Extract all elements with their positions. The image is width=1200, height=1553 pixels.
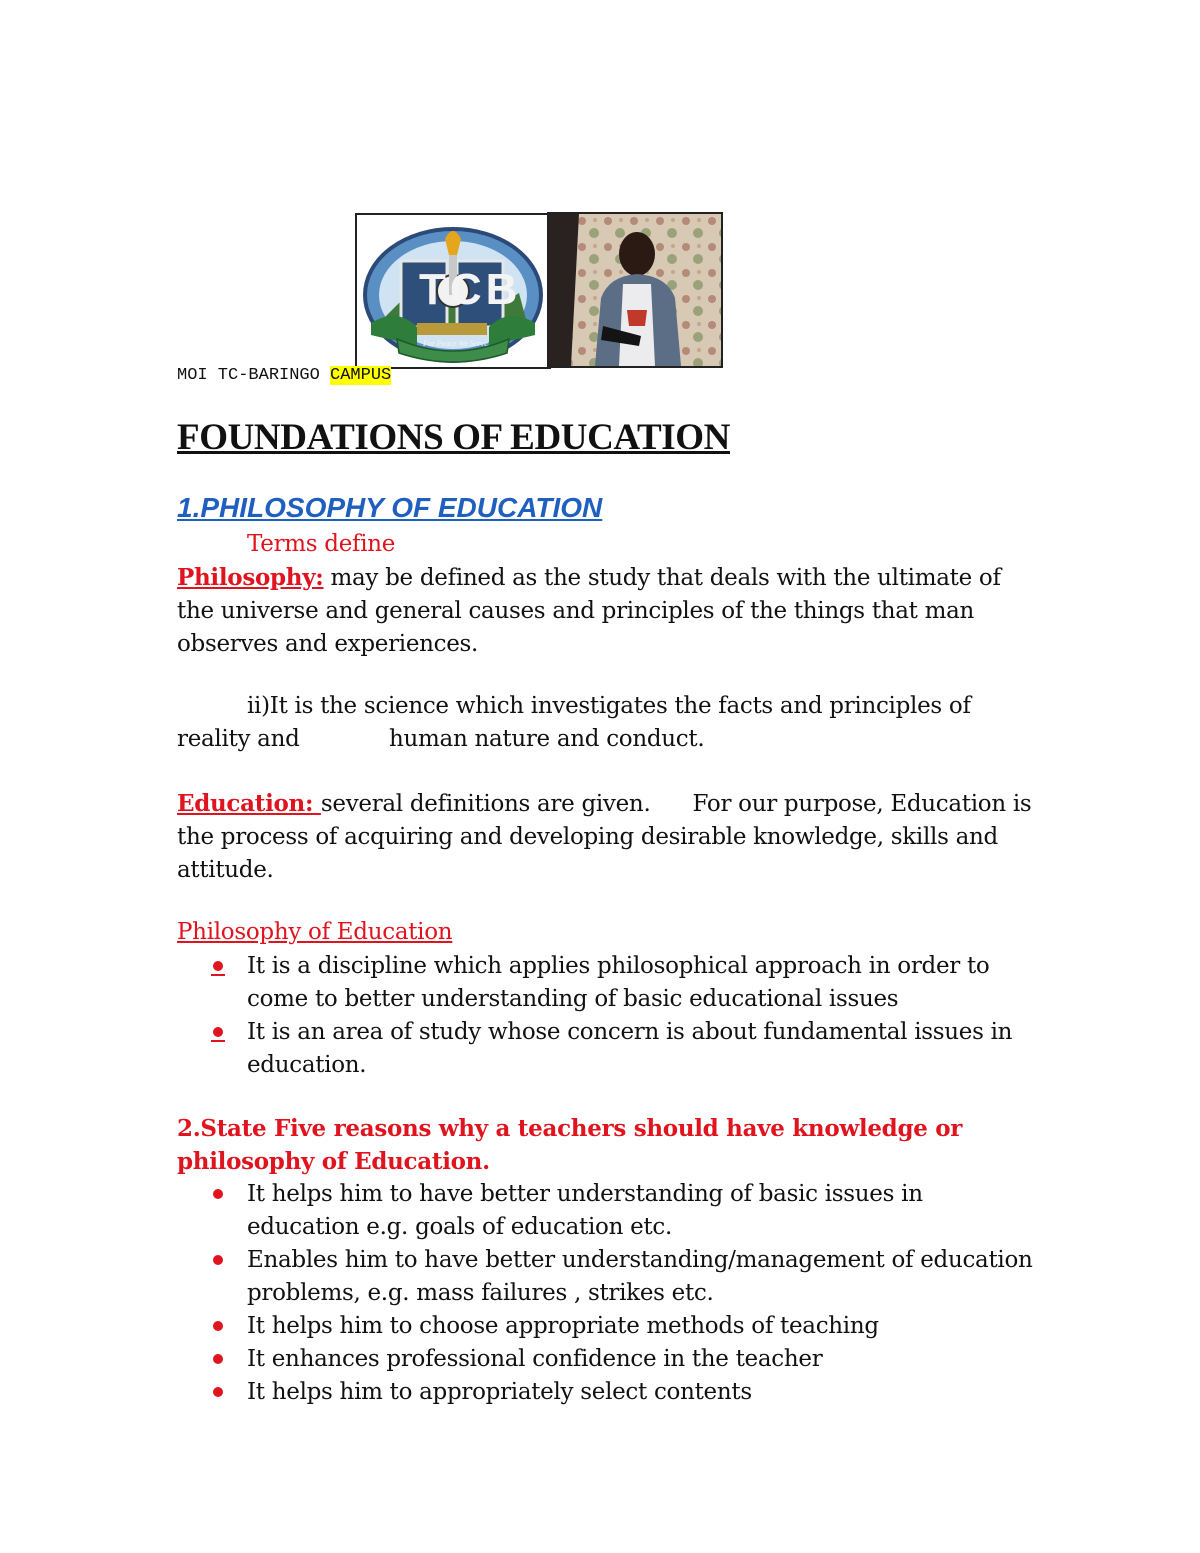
bullet-icon: [213, 1027, 223, 1037]
list-item-text: Enables him to have better understanding/management of education problems, e.g. mass failures , strikes etc.: [247, 1247, 1033, 1306]
reasons-list: [177, 1178, 1037, 1409]
list-item-text: It helps him to choose appropriate methods of teaching: [247, 1313, 879, 1339]
logo-motto: For Peace We Serve: [423, 339, 488, 348]
campus-name: MOI TC-BARINGO: [177, 366, 331, 385]
list-item: [177, 1343, 1037, 1376]
bullet-icon: [213, 1189, 223, 1199]
list-item-text: It is a discipline which applies philosophical approach in order to come to better understanding of basic educational issues: [247, 953, 990, 1012]
list-item-text: It is an area of study whose concern is about fundamental issues in education.: [247, 1019, 1013, 1078]
education-term: Education:: [177, 790, 321, 817]
philosophy-ii-line2a: reality and: [177, 726, 300, 752]
list-item: [177, 1310, 1037, 1343]
person-photo: [547, 212, 723, 368]
terms-label: Terms define: [247, 531, 396, 557]
philosophy-ii-line2b: human nature and conduct.: [389, 726, 705, 752]
philosophy-of-education-heading: Philosophy of Education: [177, 919, 453, 945]
philosophy-definition: [177, 561, 1037, 661]
section-2-heading: 2.State Five reasons why a teachers should have knowledge or philosophy of Education.: [177, 1115, 963, 1175]
logo-letters: TCB: [419, 265, 522, 314]
campus-line: [177, 366, 391, 385]
list-item-text: It helps him to have better understanding of basic issues in education e.g. goals of education etc.: [247, 1181, 923, 1240]
bullet-icon: [213, 1321, 223, 1331]
philosophy-def-text: may be defined as the study that deals with the ultimate of the universe and general causes and principles of the things that man observes and experiences.: [177, 565, 1001, 657]
education-def-text: several definitions are given. For our purpose, Education is the process of acquiring and developing desirable knowledge, skills and attitude.: [177, 791, 1039, 883]
philosophy-term: Philosophy:: [177, 564, 324, 591]
bullet-icon: [213, 1255, 223, 1265]
education-definition: [177, 787, 1037, 887]
bullet-icon: [213, 1354, 223, 1364]
section-1-heading: 1.PHILOSOPHY OF EDUCATION: [177, 492, 603, 523]
philosophy-ii-line1: ii)It is the science which investigates the facts and principles of: [247, 693, 971, 719]
person-photo-icon: [549, 214, 721, 366]
list-item: [177, 1244, 1037, 1310]
list-item: [177, 1178, 1037, 1244]
page-title: FOUNDATIONS OF EDUCATION: [177, 417, 730, 458]
bullet-icon: [213, 961, 223, 971]
list-item-text: It enhances professional confidence in the teacher: [247, 1346, 823, 1372]
philosophy-of-education-list: [177, 950, 1037, 1082]
college-logo-image: [355, 213, 551, 369]
list-item-text: It helps him to appropriately select contents: [247, 1379, 752, 1405]
campus-highlight: CAMPUS: [330, 366, 392, 385]
list-item: [177, 950, 1037, 1016]
list-item: [177, 1376, 1037, 1409]
list-item: [177, 1016, 1037, 1082]
bullet-icon: [213, 1387, 223, 1397]
